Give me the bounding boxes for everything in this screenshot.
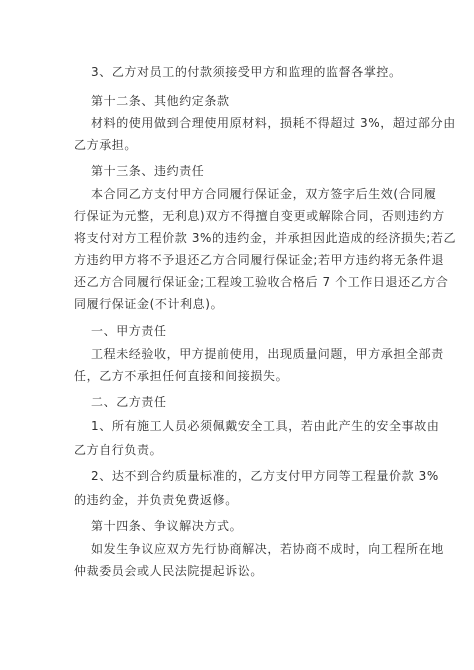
- article-12-heading: 第十二条、其他约定条款: [91, 94, 230, 108]
- clause-3-line: 3、乙方对员工的付款须接受甲方和监理的监督各掌控。: [91, 65, 402, 79]
- article-13-line-2: 行保证为元整，无利息)双方不得擅自变更或解除合同，否则违约方: [74, 209, 445, 223]
- party-a-line-1: 工程未经验收，甲方提前使用，出现质量问题，甲方承担全部责: [91, 347, 444, 361]
- article-13-heading: 第十三条、违约责任: [91, 164, 205, 178]
- party-b-item-1-line-1: 1、所有施工人员必须佩戴安全工具，若由此产生的安全事故由: [91, 419, 440, 433]
- party-a-heading: 一、甲方责任: [91, 324, 167, 338]
- article-13-line-6: 同履行保证金(不计利息)。: [74, 297, 224, 311]
- article-14-line-2: 仲裁委员会或人民法院提起诉讼。: [74, 564, 264, 578]
- article-12-line-1: 材料的使用做到合理使用原材料，损耗不得超过 3%，超过部分由: [91, 116, 456, 130]
- party-b-item-2-line-2: 的违约金，并负责免费返修。: [74, 493, 238, 507]
- article-13-line-3: 将支付对方工程价款 3%的违约金，并承担因此造成的经济损失;若乙: [74, 231, 457, 245]
- article-14-line-1: 如发生争议应双方先行协商解决，若协商不成时，向工程所在地: [91, 542, 444, 556]
- party-b-item-2-line-1: 2、达不到合约质量标准的，乙方支付甲方同等工程量价款 3%: [91, 469, 439, 483]
- article-13-line-1: 本合同乙方支付甲方合同履行保证金，双方签字后生效(合同履: [91, 187, 437, 201]
- party-b-item-1-line-2: 乙方自行负责。: [74, 443, 163, 457]
- article-12-line-2: 乙方承担。: [74, 138, 138, 152]
- article-13-line-5: 还乙方合同履行保证金;工程竣工验收合格后 7 个工作日退还乙方合: [74, 275, 449, 289]
- article-14-heading: 第十四条、争议解决方式。: [91, 519, 243, 533]
- article-13-line-4: 方违约甲方将不予退还乙方合同履行保证金;若甲方违约将无条件退: [74, 253, 445, 267]
- party-b-heading: 二、乙方责任: [91, 395, 167, 409]
- party-a-line-2: 任，乙方不承担任何直接和间接损失。: [74, 369, 289, 383]
